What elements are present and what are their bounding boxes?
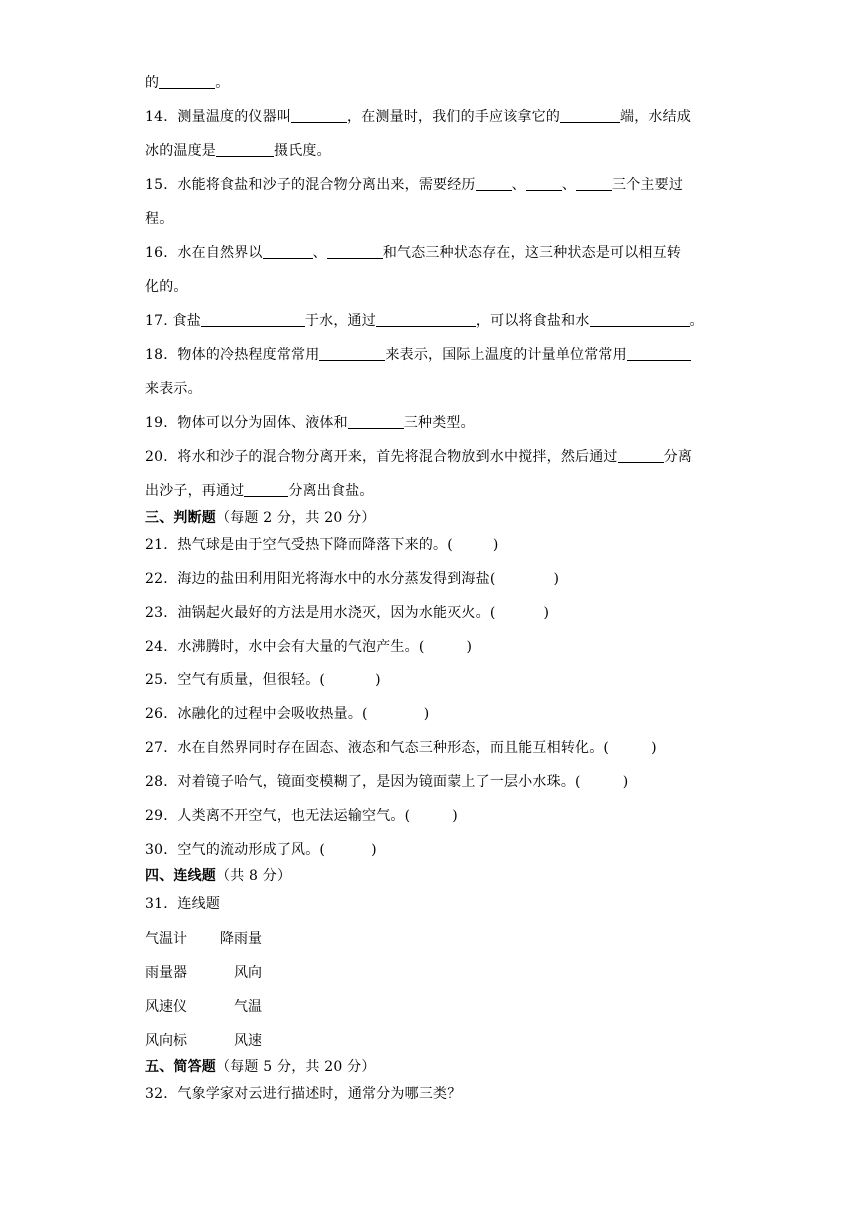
q19-text-2: 三种类型。 bbox=[403, 415, 475, 431]
q18-text-2: 来表示，国际上温度的计量单位常常用 bbox=[385, 347, 627, 363]
q16-line-2 bbox=[145, 277, 720, 297]
match-left-item: 风速仪 bbox=[145, 999, 187, 1015]
q14-text-1: 14．测量温度的仪器叫 bbox=[145, 109, 292, 125]
q20-text-4: 分离出食盐。 bbox=[288, 483, 374, 499]
judge-item bbox=[145, 637, 720, 657]
q16-text-1: 16．水在自然界以 bbox=[145, 245, 263, 261]
section-title: 五、简答题 bbox=[145, 1059, 216, 1075]
q19-line bbox=[145, 413, 720, 433]
q19-text-1: 19．物体可以分为固体、液体和 bbox=[145, 415, 348, 431]
q15-text-3: 程。 bbox=[145, 211, 174, 227]
paren-close: ) bbox=[651, 740, 657, 756]
section-heading-short-answer bbox=[145, 1057, 720, 1077]
q14-text-3: 端，水结成 bbox=[620, 109, 692, 125]
q14-line-1 bbox=[145, 107, 720, 127]
judge-text: 27．水在自然界同时存在固态、液态和气态三种形态，而且能互相转化。( bbox=[145, 740, 610, 756]
judge-item bbox=[145, 535, 720, 555]
q18-line-2 bbox=[145, 379, 720, 399]
judge-item bbox=[145, 738, 720, 758]
blank bbox=[576, 176, 612, 191]
blank bbox=[263, 244, 313, 259]
blank bbox=[319, 346, 385, 361]
judge-item bbox=[145, 772, 720, 792]
section-subtitle: （共 8 分） bbox=[216, 868, 292, 884]
blank bbox=[476, 176, 512, 191]
judge-text: 28．对着镜子哈气，镜面变模糊了，是因为镜面蒙上了一层小水珠。( bbox=[145, 774, 581, 790]
q15-text-1: 15．水能将食盐和沙子的混合物分离出来，需要经历 bbox=[145, 177, 476, 193]
match-right-item: 气温 bbox=[234, 999, 262, 1015]
blank bbox=[216, 142, 274, 157]
blank bbox=[560, 108, 620, 123]
q14-line-2 bbox=[145, 141, 720, 161]
q15-line-2 bbox=[145, 209, 720, 229]
paren-close: ) bbox=[375, 672, 381, 688]
q20-line-1 bbox=[145, 447, 720, 467]
paren-close: ) bbox=[492, 537, 499, 553]
q14-text-2: ，在测量时，我们的手应该拿它的 bbox=[347, 109, 561, 125]
blank bbox=[244, 482, 288, 497]
paren-close: ) bbox=[423, 706, 430, 722]
judge-text: 26．冰融化的过程中会吸收热量。( bbox=[145, 706, 368, 722]
blank bbox=[159, 74, 215, 89]
blank bbox=[376, 312, 476, 327]
section-heading-judge bbox=[145, 508, 720, 528]
match-right-item: 降雨量 bbox=[220, 931, 262, 947]
q16-sep: 、 bbox=[312, 245, 327, 261]
q20-line-2 bbox=[145, 481, 720, 501]
q18-line-1 bbox=[145, 345, 720, 365]
q20-text-3: 出沙子，再通过 bbox=[145, 483, 245, 499]
q20-text-1: 20．将水和沙子的混合物分离开来，首先将混合物放到水中搅拌，然后通过 bbox=[145, 449, 618, 465]
judge-item bbox=[145, 840, 720, 860]
q13-end-text: 。 bbox=[215, 75, 230, 91]
judge-text: 29．人类离不开空气，也无法运输空气。( bbox=[145, 808, 411, 824]
judge-text: 22．海边的盐田利用阳光将海水中的水分蒸发得到海盐( bbox=[145, 571, 496, 587]
paren-close: ) bbox=[622, 774, 629, 790]
q15-sep-1: 、 bbox=[511, 177, 526, 193]
blank bbox=[618, 448, 664, 463]
blank bbox=[348, 414, 404, 429]
section-subtitle: （每题 5 分，共 20 分） bbox=[216, 1059, 376, 1075]
blank bbox=[327, 244, 383, 259]
q15-sep-2: 、 bbox=[561, 177, 577, 193]
q18-text-3: 来表示。 bbox=[145, 381, 202, 397]
q20-text-2: 分离 bbox=[663, 449, 693, 465]
match-left-item: 气温计 bbox=[145, 931, 187, 947]
q17-line bbox=[145, 311, 720, 331]
q15-text-2: 三个主要过 bbox=[612, 177, 684, 193]
judge-text: 30．空气的流动形成了风。( bbox=[145, 842, 326, 858]
paren-close: ) bbox=[371, 842, 377, 858]
q31-text: 31．连线题 bbox=[145, 896, 221, 912]
section-subtitle: （每题 2 分，共 20 分） bbox=[216, 510, 376, 526]
q13-tail-text: 的 bbox=[145, 75, 160, 91]
blank bbox=[627, 346, 691, 361]
q17-text-2: 于水，通过 bbox=[304, 313, 376, 329]
section-title: 四、连线题 bbox=[145, 868, 216, 884]
paren-close: ) bbox=[452, 808, 458, 824]
blank bbox=[291, 108, 347, 123]
q31-label bbox=[145, 894, 720, 914]
match-right-item: 风向 bbox=[234, 965, 262, 981]
q14-text-5: 摄氏度。 bbox=[274, 143, 331, 159]
match-left-item: 风向标 bbox=[145, 1033, 187, 1049]
judge-item bbox=[145, 704, 720, 724]
section-title: 三、判断题 bbox=[145, 510, 216, 526]
q16-text-3: 化的。 bbox=[145, 279, 188, 295]
q17-text-4: 。 bbox=[689, 313, 704, 329]
q17-text-1: 17. 食盐 bbox=[145, 313, 201, 329]
paren-close: ) bbox=[553, 571, 560, 587]
q32-line bbox=[145, 1084, 720, 1104]
q17-text-3: ，可以将食盐和水 bbox=[475, 313, 590, 329]
q15-line-1 bbox=[145, 175, 720, 195]
q18-text-1: 18．物体的冷热程度常常用 bbox=[145, 347, 320, 363]
match-right-item: 风速 bbox=[234, 1033, 262, 1049]
section-heading-matching bbox=[145, 866, 720, 886]
q13-tail-line bbox=[145, 73, 720, 93]
blank bbox=[590, 312, 690, 327]
judge-text: 24．水沸腾时，水中会有大量的气泡产生。( bbox=[145, 639, 425, 655]
judge-text: 23．油锅起火最好的方法是用水浇灭，因为水能灭火。( bbox=[145, 605, 496, 621]
match-left-item: 雨量器 bbox=[145, 965, 187, 981]
judge-item bbox=[145, 806, 720, 826]
paren-close: ) bbox=[466, 639, 473, 655]
q14-text-4: 冰的温度是 bbox=[145, 143, 216, 159]
judge-item bbox=[145, 670, 720, 690]
q32-text: 32．气象学家对云进行描述时，通常分为哪三类？ bbox=[145, 1086, 462, 1102]
paren-close: ) bbox=[543, 605, 550, 621]
q16-line-1 bbox=[145, 243, 720, 263]
judge-item bbox=[145, 603, 720, 623]
judge-text: 25．空气有质量，但很轻。( bbox=[145, 672, 326, 688]
judge-text: 21．热气球是由于空气受热下降而降落下来的。( bbox=[145, 537, 453, 553]
blank bbox=[201, 312, 305, 327]
judge-item bbox=[145, 569, 720, 589]
blank bbox=[526, 176, 562, 191]
q16-text-2: 和气态三种状态存在，这三种状态是可以相互转 bbox=[382, 245, 682, 261]
